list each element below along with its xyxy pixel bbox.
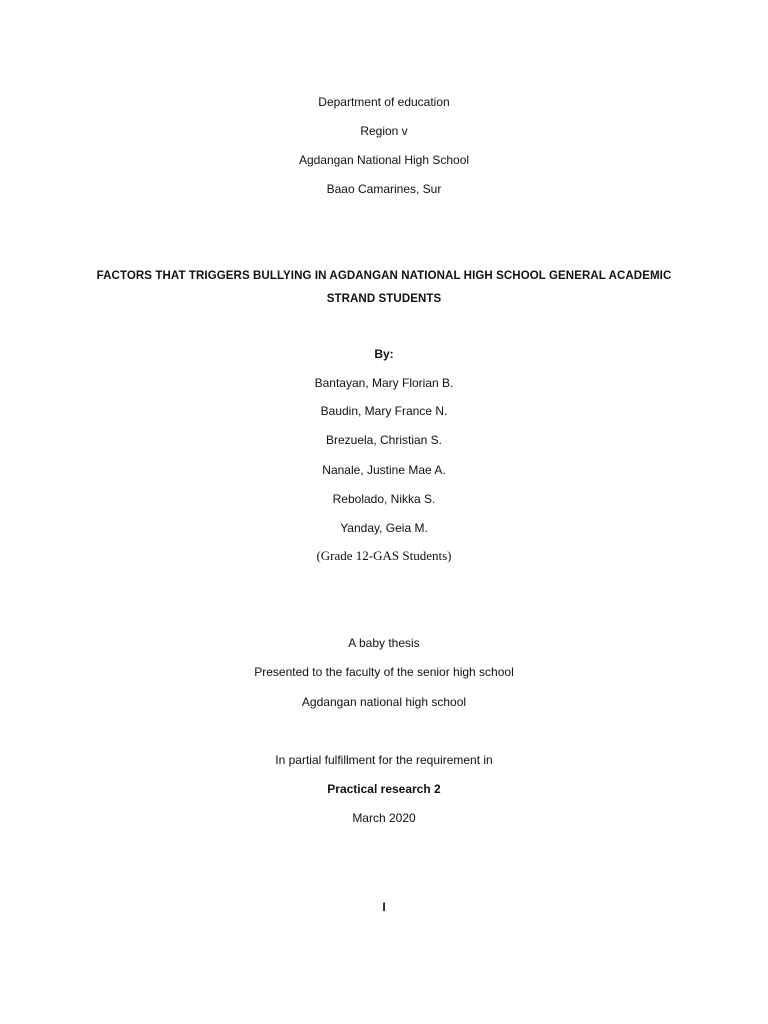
author-name: Baudin, Mary France N. (320, 404, 448, 418)
by-label: By: (374, 347, 394, 361)
author-name: Nanale, Justine Mae A. (322, 463, 446, 477)
school-location: Baao Camarines, Sur (326, 182, 442, 196)
presented-to: Presented to the faculty of the senior high school (254, 665, 514, 679)
author-name: Rebolado, Nikka S. (332, 492, 436, 506)
page-number: I (382, 900, 386, 914)
school-name: Agdangan National High School (298, 153, 470, 167)
department-name: Department of education (318, 95, 450, 109)
fulfillment-statement: In partial fulfillment for the requirement in (275, 753, 493, 767)
author-name: Yanday, Geia M. (340, 521, 428, 535)
presenting-school: Agdangan national high school (301, 695, 467, 709)
thesis-type: A baby thesis (348, 636, 420, 650)
submission-date: March 2020 (352, 811, 416, 825)
region-name: Region v (360, 124, 408, 138)
thesis-title: FACTORS THAT TRIGGERS BULLYING IN AGDANGAN NATIONAL HIGH SCHOOL GENERAL ACADEMIC STRAND STUDENTS (96, 270, 672, 305)
author-name: Brezuela, Christian S. (325, 433, 443, 447)
author-name: Bantayan, Mary Florian B. (314, 376, 454, 390)
subject-name: Practical research 2 (327, 782, 441, 796)
author-group: (Grade 12-GAS Students) (316, 548, 452, 563)
